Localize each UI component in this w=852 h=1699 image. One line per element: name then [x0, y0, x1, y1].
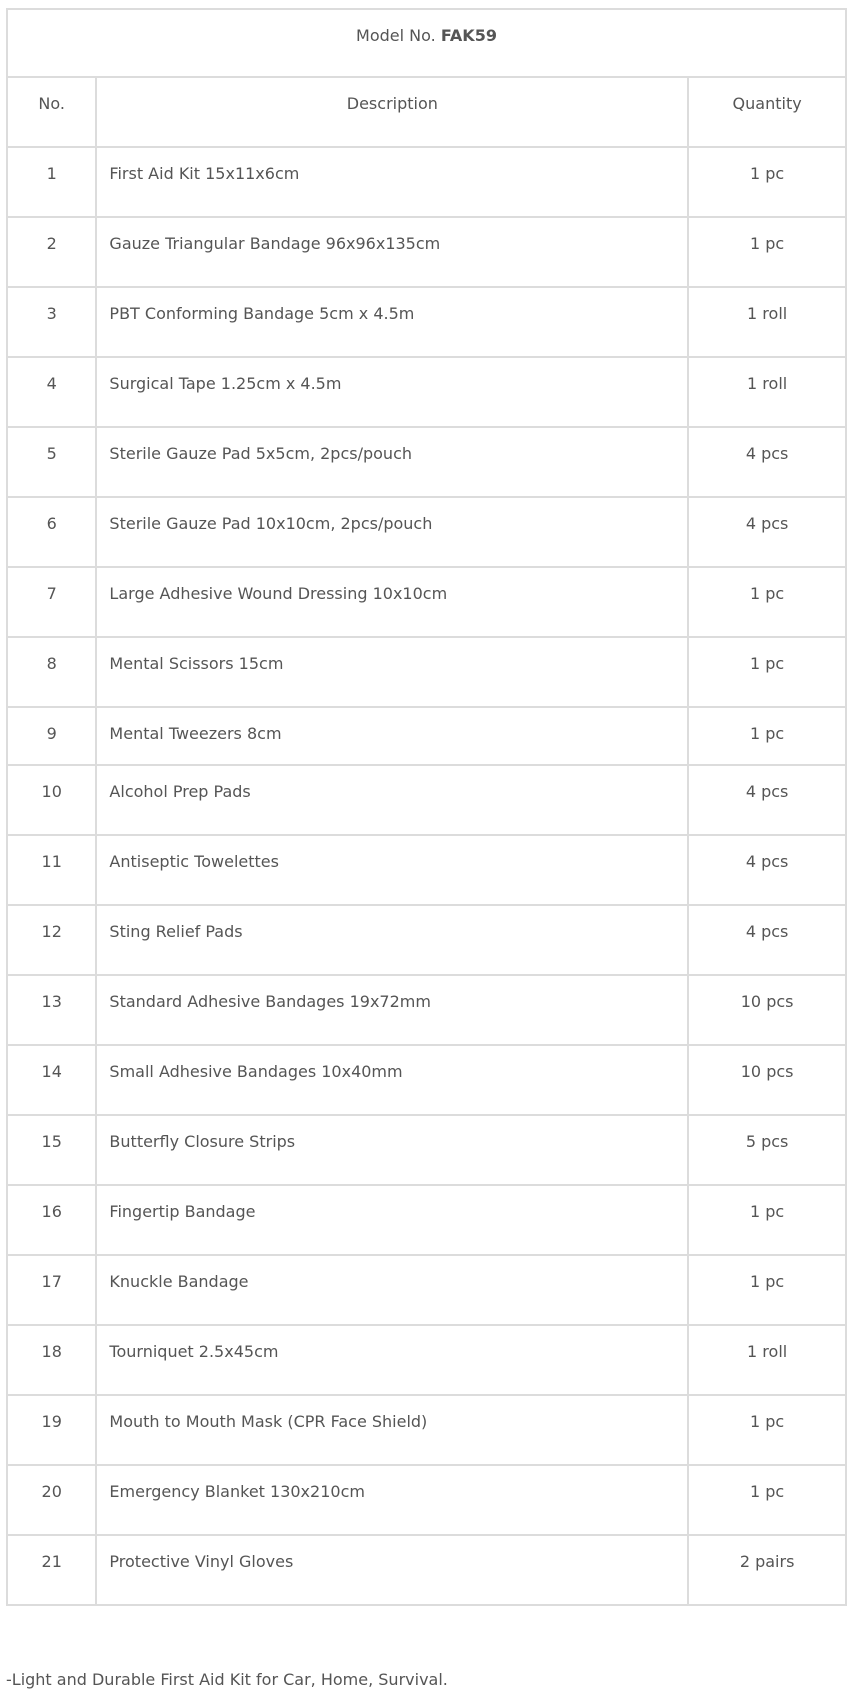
- row-quantity: 2 pairs: [688, 1535, 846, 1605]
- row-description: Fingertip Bandage: [96, 1185, 688, 1255]
- row-number: 7: [7, 567, 96, 637]
- row-description: Sting Relief Pads: [96, 905, 688, 975]
- row-description: Surgical Tape 1.25cm x 4.5m: [96, 357, 688, 427]
- row-quantity: 4 pcs: [688, 427, 846, 497]
- row-quantity: 1 pc: [688, 1465, 846, 1535]
- row-number: 16: [7, 1185, 96, 1255]
- row-quantity: 1 pc: [688, 567, 846, 637]
- table-row: [7, 765, 846, 835]
- row-quantity: 5 pcs: [688, 1115, 846, 1185]
- row-number: 12: [7, 905, 96, 975]
- row-number: 13: [7, 975, 96, 1045]
- row-description: Emergency Blanket 130x210cm: [96, 1465, 688, 1535]
- row-description: Large Adhesive Wound Dressing 10x10cm: [96, 567, 688, 637]
- table-row: [7, 637, 846, 707]
- table-row: [7, 427, 846, 497]
- row-number: 2: [7, 217, 96, 287]
- row-number: 15: [7, 1115, 96, 1185]
- row-number: 18: [7, 1325, 96, 1395]
- row-number: 8: [7, 637, 96, 707]
- header-quantity: Quantity: [688, 77, 846, 147]
- table-row: [7, 357, 846, 427]
- row-number: 4: [7, 357, 96, 427]
- row-quantity: 1 roll: [688, 287, 846, 357]
- row-quantity: 4 pcs: [688, 905, 846, 975]
- table-row: [7, 287, 846, 357]
- row-quantity: 1 pc: [688, 1185, 846, 1255]
- row-quantity: 1 pc: [688, 1395, 846, 1465]
- row-description: Alcohol Prep Pads: [96, 765, 688, 835]
- row-description: Small Adhesive Bandages 10x40mm: [96, 1045, 688, 1115]
- row-description: Mental Tweezers 8cm: [96, 707, 688, 765]
- table-row: [7, 1535, 846, 1605]
- table-row: [7, 1465, 846, 1535]
- header-row: [7, 77, 846, 147]
- row-description: Protective Vinyl Gloves: [96, 1535, 688, 1605]
- row-number: 9: [7, 707, 96, 765]
- row-description: PBT Conforming Bandage 5cm x 4.5m: [96, 287, 688, 357]
- row-quantity: 1 roll: [688, 357, 846, 427]
- table-row: [7, 217, 846, 287]
- row-description: Sterile Gauze Pad 10x10cm, 2pcs/pouch: [96, 497, 688, 567]
- table-row: [7, 1045, 846, 1115]
- row-quantity: 1 pc: [688, 147, 846, 217]
- model-number: FAK59: [440, 26, 497, 45]
- row-number: 19: [7, 1395, 96, 1465]
- row-description: Gauze Triangular Bandage 96x96x135cm: [96, 217, 688, 287]
- row-number: 5: [7, 427, 96, 497]
- row-description: Tourniquet 2.5x45cm: [96, 1325, 688, 1395]
- row-description: First Aid Kit 15x11x6cm: [96, 147, 688, 217]
- row-description: Antiseptic Towelettes: [96, 835, 688, 905]
- table-row: [7, 905, 846, 975]
- model-title-cell: [7, 9, 846, 77]
- table-row: [7, 707, 846, 765]
- row-quantity: 10 pcs: [688, 1045, 846, 1115]
- row-number: 6: [7, 497, 96, 567]
- row-description: Knuckle Bandage: [96, 1255, 688, 1325]
- row-number: 20: [7, 1465, 96, 1535]
- row-description: Butterfly Closure Strips: [96, 1115, 688, 1185]
- table-row: [7, 567, 846, 637]
- row-quantity: 1 pc: [688, 637, 846, 707]
- header-description: Description: [96, 77, 688, 147]
- row-description: Mental Scissors 15cm: [96, 637, 688, 707]
- row-number: 3: [7, 287, 96, 357]
- table-row: [7, 1185, 846, 1255]
- row-number: 10: [7, 765, 96, 835]
- row-number: 1: [7, 147, 96, 217]
- model-prefix: Model No.: [356, 26, 441, 45]
- title-row: [7, 9, 846, 77]
- footnote-text: -Light and Durable First Aid Kit for Car, Home, Survival.: [6, 1670, 448, 1689]
- row-number: 11: [7, 835, 96, 905]
- row-quantity: 4 pcs: [688, 835, 846, 905]
- row-quantity: 4 pcs: [688, 765, 846, 835]
- row-quantity: 1 roll: [688, 1325, 846, 1395]
- row-number: 21: [7, 1535, 96, 1605]
- row-quantity: 1 pc: [688, 707, 846, 765]
- table-row: [7, 975, 846, 1045]
- table-row: [7, 1255, 846, 1325]
- row-description: Sterile Gauze Pad 5x5cm, 2pcs/pouch: [96, 427, 688, 497]
- table-row: [7, 147, 846, 217]
- row-quantity: 1 pc: [688, 217, 846, 287]
- table-row: [7, 1395, 846, 1465]
- table-row: [7, 1325, 846, 1395]
- row-quantity: 1 pc: [688, 1255, 846, 1325]
- header-no: No.: [7, 77, 96, 147]
- table-row: [7, 835, 846, 905]
- row-number: 17: [7, 1255, 96, 1325]
- table-body: [7, 9, 846, 1605]
- contents-table: [6, 8, 847, 1606]
- row-description: Mouth to Mouth Mask (CPR Face Shield): [96, 1395, 688, 1465]
- table-row: [7, 497, 846, 567]
- row-quantity: 10 pcs: [688, 975, 846, 1045]
- row-quantity: 4 pcs: [688, 497, 846, 567]
- row-number: 14: [7, 1045, 96, 1115]
- table-row: [7, 1115, 846, 1185]
- row-description: Standard Adhesive Bandages 19x72mm: [96, 975, 688, 1045]
